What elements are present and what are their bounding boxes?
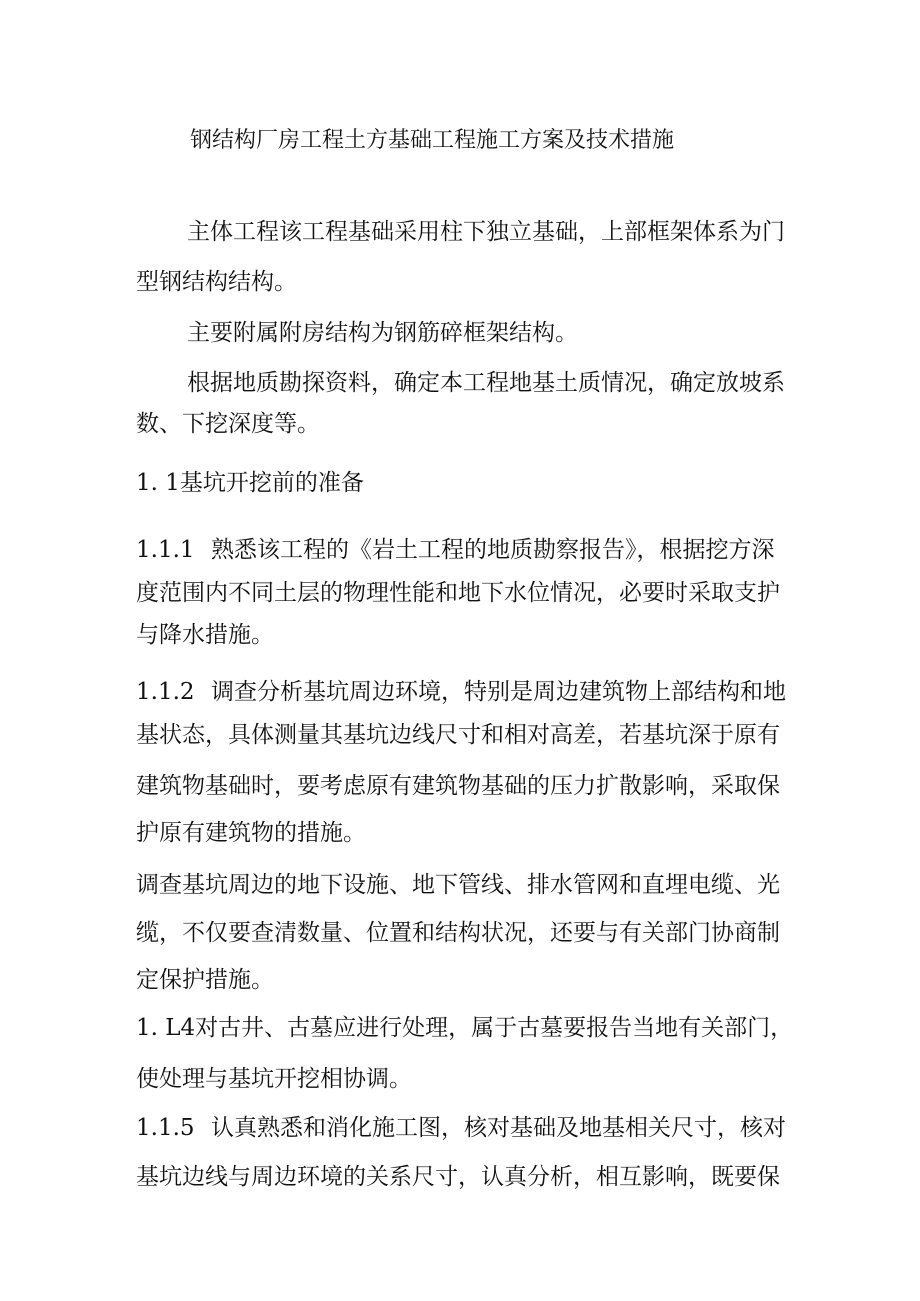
paragraph-line: 数、下挖深度等。 — [136, 411, 320, 437]
list-item — [136, 1113, 786, 1143]
paragraph-line: 基状态，具体测量其基坑边线尺寸和相对高差，若基坑深于原有 — [136, 722, 780, 748]
item-text: 熟悉该工程的《岩土工程的地质勘察报告》，根据挖方深 — [211, 537, 775, 563]
document-title: 钢结构厂房工程土方基础工程施工方案及技术措施 — [190, 128, 675, 153]
paragraph-line: 根据地质勘探资料，确定本工程地基土质情况，确定放坡系 — [187, 370, 785, 396]
paragraph-line: 主体工程该工程基础采用柱下独立基础，上部框架体系为门 — [187, 219, 785, 245]
paragraph-line: 主要附属附房结构为钢筋碎框架结构。 — [187, 320, 578, 346]
paragraph-line: 护原有建筑物的措施。 — [136, 820, 366, 846]
item-number: 1.1.2 — [136, 679, 195, 705]
paragraph-line: 基坑边线与周边环境的关系尺寸，认真分析，相互影响，既要保 — [136, 1164, 780, 1190]
list-item — [136, 677, 786, 707]
item-number: 1.1.1 — [136, 537, 195, 563]
paragraph-line: 建筑物基础时，要考虑原有建筑物基础的压力扩散影响，采取保 — [136, 773, 780, 799]
item-text: 认真熟悉和消化施工图，核对基础及地基相关尺寸，核对 — [211, 1115, 786, 1141]
paragraph-line: 缆，不仅要查清数量、位置和结构状况，还要与有关部门协商制 — [136, 920, 780, 946]
item-text: 调查分析基坑周边环境，特别是周边建筑物上部结构和地 — [211, 679, 786, 705]
paragraph-line: 与降水措施。 — [136, 622, 274, 648]
section-heading: 1. 1基坑开挖前的准备 — [136, 470, 364, 496]
paragraph-line: 定保护措施。 — [136, 967, 274, 993]
paragraph-line: 1. L4对古井、古墓应进行处理，属于古墓要报告当地有关部门， — [136, 1015, 794, 1041]
paragraph-line: 使处理与基坑开挖相协调。 — [136, 1066, 412, 1092]
item-number: 1.1.5 — [136, 1115, 195, 1141]
list-item — [136, 535, 775, 565]
paragraph-line: 型钢结构结构。 — [136, 269, 297, 295]
paragraph-line: 调查基坑周边的地下设施、地下管线、排水管网和直埋电缆、光 — [136, 872, 780, 898]
paragraph-line: 度范围内不同土层的物理性能和地下水位情况，必要时采取支护 — [136, 580, 780, 606]
